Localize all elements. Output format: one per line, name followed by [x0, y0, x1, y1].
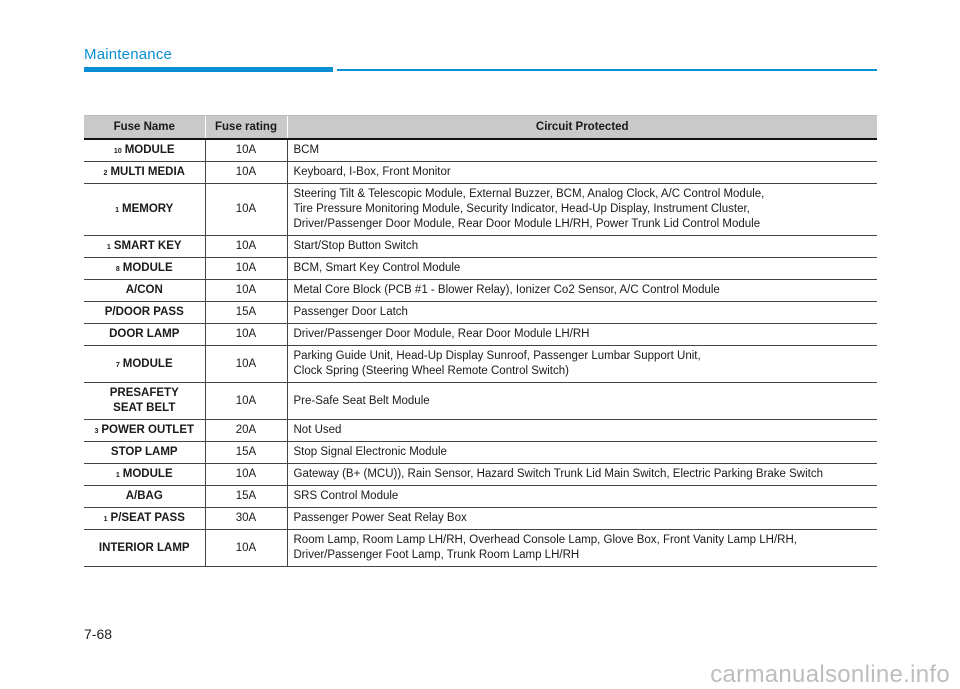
circuit-line: Steering Tilt & Telescopic Module, External Buzzer, BCM, Analog Clock, A/C Control Module, [293, 188, 765, 200]
fuse-name-text: A/CON [125, 284, 163, 296]
fuse-name-cell [84, 139, 205, 162]
circuit-protected-cell [287, 383, 877, 420]
fuse-name-cell [84, 184, 205, 236]
circuit-protected-cell [287, 258, 877, 280]
table-row [84, 236, 877, 258]
circuit-protected-cell [287, 302, 877, 324]
fuse-name-text: MODULE [122, 357, 173, 370]
table-row [84, 508, 877, 530]
fuse-rating-cell: 15A [205, 486, 287, 508]
table-row [84, 280, 877, 302]
circuit-line: BCM, Smart Key Control Module [293, 262, 461, 274]
fuse-name-cell [84, 530, 205, 567]
section-title: Maintenance [84, 46, 173, 63]
fuse-name-prefix: 1 [106, 244, 111, 251]
circuit-protected-cell [287, 236, 877, 258]
circuit-line: Clock Spring (Steering Wheel Remote Control Switch) [293, 365, 569, 377]
fuse-name-text: MULTI MEDIA [110, 166, 185, 178]
circuit-line: Passenger Power Seat Relay Box [293, 512, 467, 524]
circuit-protected-cell [287, 486, 877, 508]
fuse-name-text: POWER OUTLET [101, 424, 195, 436]
fuse-name-text: P/SEAT PASS [110, 512, 185, 524]
circuit-line: Stop Signal Electronic Module [293, 446, 447, 458]
fuse-name-prefix: 1 [115, 207, 120, 214]
fuse-name-cell [84, 508, 205, 530]
fuse-rating-cell: 10A [205, 162, 287, 184]
fuse-name-cell [84, 486, 205, 508]
circuit-line: Tire Pressure Monitoring Module, Security Indicator, Head-Up Display, Instrument Cluster, [293, 203, 750, 215]
fuse-name-prefix: 1 [103, 516, 108, 523]
circuit-line: SRS Control Module [293, 490, 399, 502]
fuse-rating-cell: 10A [205, 236, 287, 258]
circuit-protected-cell [287, 324, 877, 346]
watermark: carmanualsonline.info [710, 661, 950, 688]
column-header-circuit-protected: Circuit Protected [287, 116, 877, 140]
table-row [84, 324, 877, 346]
table-row [84, 420, 877, 442]
circuit-line: Driver/Passenger Foot Lamp, Trunk Room Lamp LH/RH [293, 549, 580, 561]
fuse-rating-cell: 30A [205, 508, 287, 530]
header-rule-thick [84, 67, 333, 72]
fuse-table [84, 115, 877, 567]
circuit-protected-cell [287, 280, 877, 302]
fuse-name-prefix: 2 [103, 170, 108, 177]
circuit-line: Metal Core Block (PCB #1 - Blower Relay), Ionizer Co2 Sensor, A/C Control Module [293, 284, 720, 296]
circuit-line: Passenger Door Latch [293, 306, 408, 318]
fuse-name-text: MODULE [124, 144, 175, 156]
fuse-name-cell [84, 162, 205, 184]
fuse-rating-cell: 20A [205, 420, 287, 442]
table-row [84, 162, 877, 184]
circuit-protected-cell [287, 346, 877, 383]
fuse-rating-cell: 10A [205, 139, 287, 162]
fuse-name-cell [84, 280, 205, 302]
circuit-line: Driver/Passenger Door Module, Rear Door Module LH/RH [293, 328, 590, 340]
circuit-line: Pre-Safe Seat Belt Module [293, 394, 430, 407]
fuse-name-cell [84, 383, 205, 420]
fuse-name-cell [84, 464, 205, 486]
fuse-rating-cell: 15A [205, 442, 287, 464]
circuit-protected-cell [287, 162, 877, 184]
fuse-name-text: MODULE [122, 262, 173, 274]
fuse-name-cell [84, 324, 205, 346]
table-row [84, 302, 877, 324]
circuit-protected-cell [287, 442, 877, 464]
table-row [84, 139, 877, 162]
circuit-protected-cell [287, 464, 877, 486]
column-header-fuse-name: Fuse Name [84, 116, 205, 140]
header-rule-thin [337, 69, 877, 71]
table-row [84, 464, 877, 486]
fuse-name-cell [84, 442, 205, 464]
fuse-rating-cell: 10A [205, 324, 287, 346]
circuit-line: Start/Stop Button Switch [293, 240, 419, 252]
table-row [84, 442, 877, 464]
fuse-name-line: SEAT BELT [113, 402, 176, 414]
fuse-rating-cell: 10A [205, 464, 287, 486]
fuse-name-text: INTERIOR LAMP [98, 541, 190, 554]
fuse-rating-cell: 10A [205, 184, 287, 236]
circuit-protected-cell [287, 420, 877, 442]
circuit-line: Not Used [293, 424, 342, 436]
fuse-name-cell [84, 302, 205, 324]
page-number: 7-68 [84, 626, 113, 642]
fuse-rating-cell: 15A [205, 302, 287, 324]
fuse-name-prefix: 1 [115, 472, 120, 479]
table-header-row [84, 116, 877, 140]
table-row [84, 258, 877, 280]
fuse-name-line: PRESAFETY [109, 387, 179, 399]
table-row [84, 184, 877, 236]
circuit-line: Keyboard, I-Box, Front Monitor [293, 166, 451, 178]
fuse-rating-cell: 10A [205, 530, 287, 567]
column-header-fuse-rating: Fuse rating [205, 116, 287, 140]
table-row [84, 383, 877, 420]
circuit-line: Room Lamp, Room Lamp LH/RH, Overhead Console Lamp, Glove Box, Front Vanity Lamp LH/RH, [293, 534, 797, 546]
fuse-name-cell [84, 236, 205, 258]
fuse-name-text: DOOR LAMP [109, 328, 180, 340]
fuse-name-cell [84, 346, 205, 383]
circuit-protected-cell [287, 184, 877, 236]
fuse-name-text: MEMORY [122, 203, 174, 215]
circuit-protected-cell [287, 508, 877, 530]
circuit-line: BCM [293, 144, 320, 156]
circuit-line: Gateway (B+ (MCU)), Rain Sensor, Hazard Switch Trunk Lid Main Switch, Electric Parking Brake Switch [293, 468, 823, 480]
fuse-name-text: SMART KEY [113, 240, 182, 252]
fuse-name-text [86, 386, 203, 416]
circuit-protected-cell [287, 139, 877, 162]
fuse-name-text: MODULE [122, 468, 173, 480]
fuse-rating-cell: 10A [205, 346, 287, 383]
fuse-rating-cell: 10A [205, 258, 287, 280]
fuse-name-text: P/DOOR PASS [104, 306, 184, 318]
fuse-name-cell [84, 258, 205, 280]
fuse-name-prefix: 8 [115, 266, 120, 273]
fuse-rating-cell: 10A [205, 280, 287, 302]
circuit-line: Parking Guide Unit, Head-Up Display Sunroof, Passenger Lumbar Support Unit, [293, 350, 701, 362]
fuse-name-prefix: 7 [115, 361, 120, 369]
fuse-name-cell [84, 420, 205, 442]
fuse-name-text: A/BAG [125, 490, 163, 502]
circuit-line: Driver/Passenger Door Module, Rear Door Module LH/RH, Power Trunk Lid Control Module [293, 218, 761, 230]
fuse-rating-cell: 10A [205, 383, 287, 420]
fuse-name-text: STOP LAMP [110, 446, 178, 458]
table-row [84, 486, 877, 508]
fuse-name-prefix: 10 [113, 148, 122, 155]
table-row [84, 346, 877, 383]
circuit-protected-cell [287, 530, 877, 567]
fuse-table-body [84, 139, 877, 567]
fuse-name-prefix: 3 [94, 428, 99, 435]
table-row [84, 530, 877, 567]
